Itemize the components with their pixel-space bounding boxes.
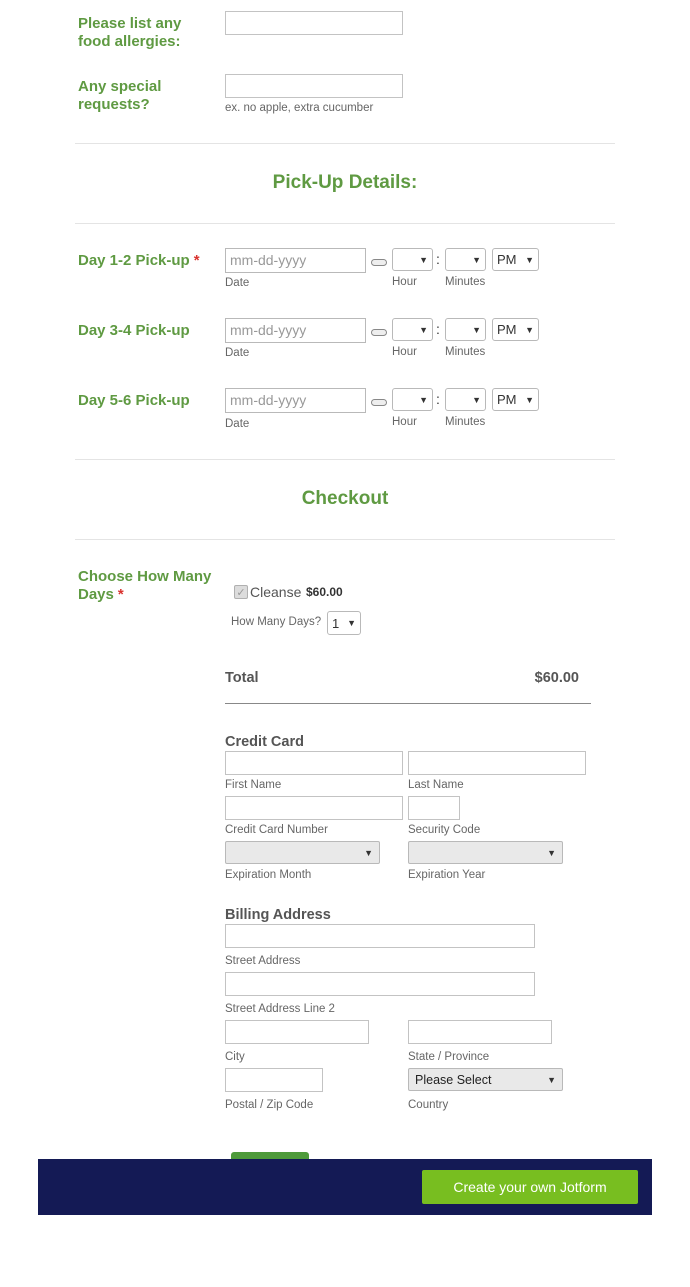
street-address-line2-sublabel: Street Address Line 2 <box>225 1003 335 1015</box>
calendar-icon[interactable] <box>371 259 387 266</box>
calendar-icon[interactable] <box>371 329 387 336</box>
pickup-day-5-6-hour-select[interactable] <box>392 388 433 411</box>
street-address-line2-input[interactable] <box>225 972 535 996</box>
chevron-down-icon: ▼ <box>419 394 428 405</box>
total-value: $60.00 <box>534 670 579 686</box>
state-input[interactable] <box>408 1020 552 1044</box>
checkout-section-title: Checkout <box>301 488 389 509</box>
pickup-day-1-2-date-input[interactable]: mm-dd-yyyy <box>225 248 366 273</box>
chevron-down-icon: ▼ <box>525 254 534 265</box>
billing-address-heading: Billing Address <box>225 907 331 923</box>
divider <box>75 459 615 460</box>
chevron-down-icon: ▼ <box>472 324 481 335</box>
pickup-day-3-4-hour-select[interactable] <box>392 318 433 341</box>
pickup-day-5-6-date-input[interactable]: mm-dd-yyyy <box>225 388 366 413</box>
time-separator: : <box>436 251 440 267</box>
total-divider <box>225 703 591 704</box>
date-sublabel: Date <box>225 277 250 289</box>
chevron-down-icon: ▼ <box>419 324 428 335</box>
pickup-day-3-4-date-input[interactable]: mm-dd-yyyy <box>225 318 366 343</box>
chevron-down-icon: ▼ <box>547 847 556 858</box>
credit-card-heading: Credit Card <box>225 734 304 750</box>
pickup-day-5-6-ampm-select[interactable]: PM ▼ <box>492 388 539 411</box>
allergies-label: Please list any food allergies: <box>78 15 182 50</box>
chevron-down-icon: ▼ <box>525 324 534 335</box>
expiration-year-sublabel: Expiration Year <box>408 869 486 881</box>
time-separator: : <box>436 321 440 337</box>
special-requests-label: Any special requests? <box>78 78 162 113</box>
footer-bar <box>38 1159 652 1215</box>
chevron-down-icon: ▼ <box>472 254 481 265</box>
pickup-day-5-6-minutes-select[interactable] <box>445 388 486 411</box>
divider <box>75 223 615 224</box>
calendar-icon[interactable] <box>371 399 387 406</box>
hour-sublabel: Hour <box>392 416 417 428</box>
how-many-days-label: How Many Days? <box>231 616 322 628</box>
minutes-sublabel: Minutes <box>445 416 486 428</box>
pickup-day-1-2-hour-select[interactable] <box>392 248 433 271</box>
first-name-input[interactable] <box>225 751 403 775</box>
hour-sublabel: Hour <box>392 346 417 358</box>
country-select[interactable]: Please Select ▼ <box>408 1068 563 1091</box>
minutes-sublabel: Minutes <box>445 276 486 288</box>
hour-sublabel: Hour <box>392 276 417 288</box>
security-code-sublabel: Security Code <box>408 824 481 836</box>
how-many-days-select[interactable]: 1 ▼ <box>327 611 361 635</box>
street-address-input[interactable] <box>225 924 535 948</box>
choose-days-label: Choose How Many Days * <box>78 568 212 603</box>
special-requests-input[interactable] <box>225 74 403 98</box>
city-input[interactable] <box>225 1020 369 1044</box>
security-code-input[interactable] <box>408 796 460 820</box>
card-number-sublabel: Credit Card Number <box>225 824 328 836</box>
pickup-day-1-2-ampm-select[interactable]: PM ▼ <box>492 248 539 271</box>
country-sublabel: Country <box>408 1099 449 1111</box>
state-sublabel: State / Province <box>408 1051 490 1063</box>
special-requests-hint: ex. no apple, extra cucumber <box>225 102 374 114</box>
date-sublabel: Date <box>225 347 250 359</box>
required-mark: * <box>193 252 200 269</box>
pickup-day-3-4-minutes-select[interactable] <box>445 318 486 341</box>
last-name-input[interactable] <box>408 751 586 775</box>
allergies-input[interactable] <box>225 11 403 35</box>
chevron-down-icon: ▼ <box>347 618 356 628</box>
first-name-sublabel: First Name <box>225 779 282 791</box>
required-mark: * <box>117 586 124 603</box>
last-name-sublabel: Last Name <box>408 779 464 791</box>
zip-input[interactable] <box>225 1068 323 1092</box>
zip-sublabel: Postal / Zip Code <box>225 1099 314 1111</box>
city-sublabel: City <box>225 1051 245 1063</box>
total-label: Total <box>225 670 259 686</box>
expiration-month-sublabel: Expiration Month <box>225 869 312 881</box>
pickup-day-5-6-label: Day 5-6 Pick-up <box>78 392 190 409</box>
minutes-sublabel: Minutes <box>445 346 486 358</box>
pickup-section-title: Pick-Up Details: <box>272 172 418 193</box>
product-name: Cleanse <box>250 584 302 600</box>
street-address-sublabel: Street Address <box>225 955 301 967</box>
chevron-down-icon: ▼ <box>364 847 373 858</box>
divider <box>75 143 615 144</box>
divider <box>75 539 615 540</box>
expiration-month-select[interactable] <box>225 841 380 864</box>
chevron-down-icon: ▼ <box>472 394 481 405</box>
card-number-input[interactable] <box>225 796 403 820</box>
chevron-down-icon: ▼ <box>547 1074 556 1085</box>
pickup-day-3-4-ampm-select[interactable]: PM ▼ <box>492 318 539 341</box>
time-separator: : <box>436 391 440 407</box>
date-sublabel: Date <box>225 418 250 430</box>
pickup-day-1-2-minutes-select[interactable] <box>445 248 486 271</box>
pickup-day-1-2-label: Day 1-2 Pick-up * <box>78 252 200 269</box>
cleanse-checkbox[interactable]: ✓ <box>234 585 248 599</box>
chevron-down-icon: ▼ <box>525 394 534 405</box>
expiration-year-select[interactable] <box>408 841 563 864</box>
product-price: $60.00 <box>306 585 343 599</box>
pickup-day-3-4-label: Day 3-4 Pick-up <box>78 322 190 339</box>
create-jotform-button[interactable]: Create your own Jotform <box>422 1170 638 1204</box>
chevron-down-icon: ▼ <box>419 254 428 265</box>
